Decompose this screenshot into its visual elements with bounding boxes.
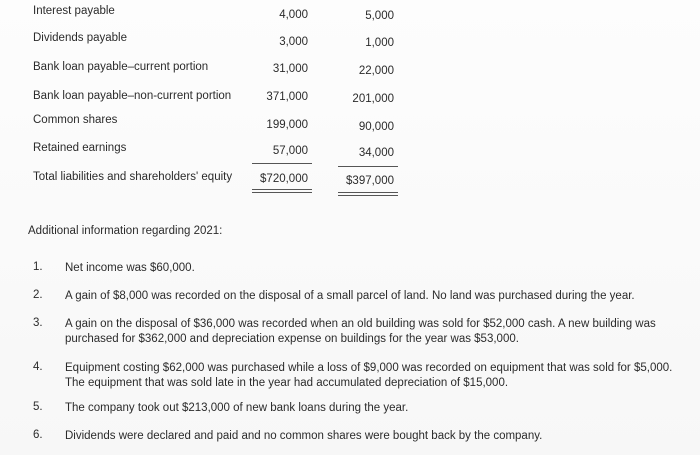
- double-rule-2020-bottom: [338, 195, 398, 196]
- item-number: 3.: [33, 317, 43, 329]
- item-text: The company took out $213,000 of new bank loans during the year.: [65, 402, 409, 414]
- double-rule-2020-top: [338, 192, 398, 193]
- item-number: 5.: [33, 401, 43, 413]
- double-rule-2021-top: [252, 189, 312, 190]
- value-2020: 1,000: [365, 37, 394, 49]
- double-rule-2021-bottom: [252, 192, 312, 193]
- value-2021: 199,000: [266, 119, 308, 131]
- value-2020: 34,000: [358, 147, 394, 159]
- value-2021: 3,000: [279, 36, 308, 48]
- value-2021: 31,000: [272, 63, 308, 75]
- row-label: Bank loan payable–current portion: [33, 61, 209, 73]
- item-text: Equipment costing $62,000 was purchased while a loss of $9,000 was recorded on equipment that was sold for $5,000. The equipment that was sold late in the year had accumulated depreciation of $15,000.: [65, 362, 673, 389]
- value-2020: 201,000: [352, 93, 394, 105]
- item-number: 1.: [33, 261, 43, 273]
- row-label: Bank loan payable–non-current portion: [33, 90, 232, 102]
- item-text: Dividends were declared and paid and no common shares were bought back by the company.: [65, 430, 543, 442]
- value-2021: 4,000: [279, 9, 308, 21]
- additional-info-heading: Additional information regarding 2021:: [28, 225, 223, 237]
- item-number: 4.: [33, 361, 43, 373]
- value-2020: 90,000: [358, 121, 394, 133]
- row-label: Common shares: [33, 114, 118, 126]
- total-2021: $720,000: [260, 173, 308, 185]
- item-number: 6.: [33, 429, 43, 441]
- value-2020: 22,000: [358, 65, 394, 77]
- row-label: Dividends payable: [33, 32, 127, 44]
- row-label: Interest payable: [33, 5, 115, 17]
- subtotal-rule-2021: [252, 163, 312, 164]
- item-text: A gain of $8,000 was recorded on the disposal of a small parcel of land. No land was purchased during the year.: [65, 290, 635, 302]
- value-2021: 57,000: [272, 145, 308, 157]
- item-number: 2.: [33, 289, 43, 301]
- total-2020: $397,000: [346, 175, 394, 187]
- total-label: Total liabilities and shareholders' equity: [33, 171, 233, 183]
- subtotal-rule-2020: [338, 166, 398, 167]
- item-text: Net income was $60,000.: [65, 262, 195, 274]
- value-2021: 371,000: [266, 91, 308, 103]
- value-2020: 5,000: [365, 10, 394, 22]
- row-label: Retained earnings: [33, 142, 127, 154]
- item-text: A gain on the disposal of $36,000 was recorded when an old building was sold for $52,000 cash. A new building was purchased for $362,000 and depreciation expense on buildings for the year was $53,000.: [65, 318, 656, 345]
